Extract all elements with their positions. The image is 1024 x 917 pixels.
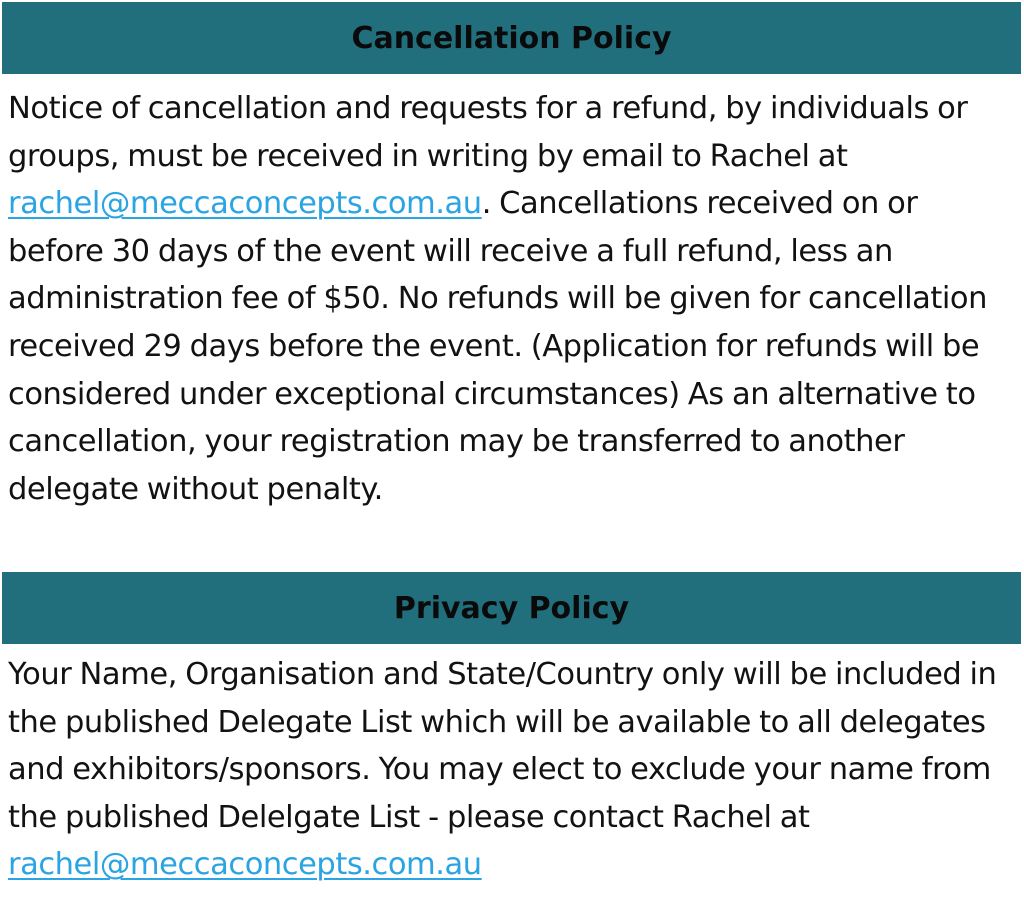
cancellation-policy-title: Cancellation Policy bbox=[351, 20, 672, 56]
privacy-email-link[interactable]: rachel@meccaconcepts.com.au bbox=[8, 847, 482, 883]
cancellation-email-link[interactable]: rachel@meccaconcepts.com.au bbox=[8, 186, 482, 222]
privacy-policy-text bbox=[8, 651, 1020, 889]
cancellation-text-part-1: Notice of cancellation and requests for a refund, by individuals or groups, must be received in writing by email to Rachel at bbox=[8, 91, 968, 174]
cancellation-text-part-2: . Cancellations received on or before 30 days of the event will receive a full refund, less an administration fee of $50. No refunds will be given for cancellation received 29 days before the event. (Application for refunds will be considered under exceptional circumstances) As an alternative to cancellation, your registration may be transferred to another delegate without penalty. bbox=[8, 186, 988, 507]
privacy-text-part-1: Your Name, Organisation and State/Country only will be included in the published Delegate List which will be available to all delegates and exhibitors/sponsors. You may elect to exclude your name from the published Delelgate List - please contact Rachel at bbox=[8, 657, 997, 835]
privacy-policy-title: Privacy Policy bbox=[393, 590, 630, 626]
privacy-policy-header bbox=[2, 572, 1021, 644]
cancellation-policy-text bbox=[8, 85, 1020, 513]
cancellation-policy-header bbox=[2, 2, 1021, 74]
